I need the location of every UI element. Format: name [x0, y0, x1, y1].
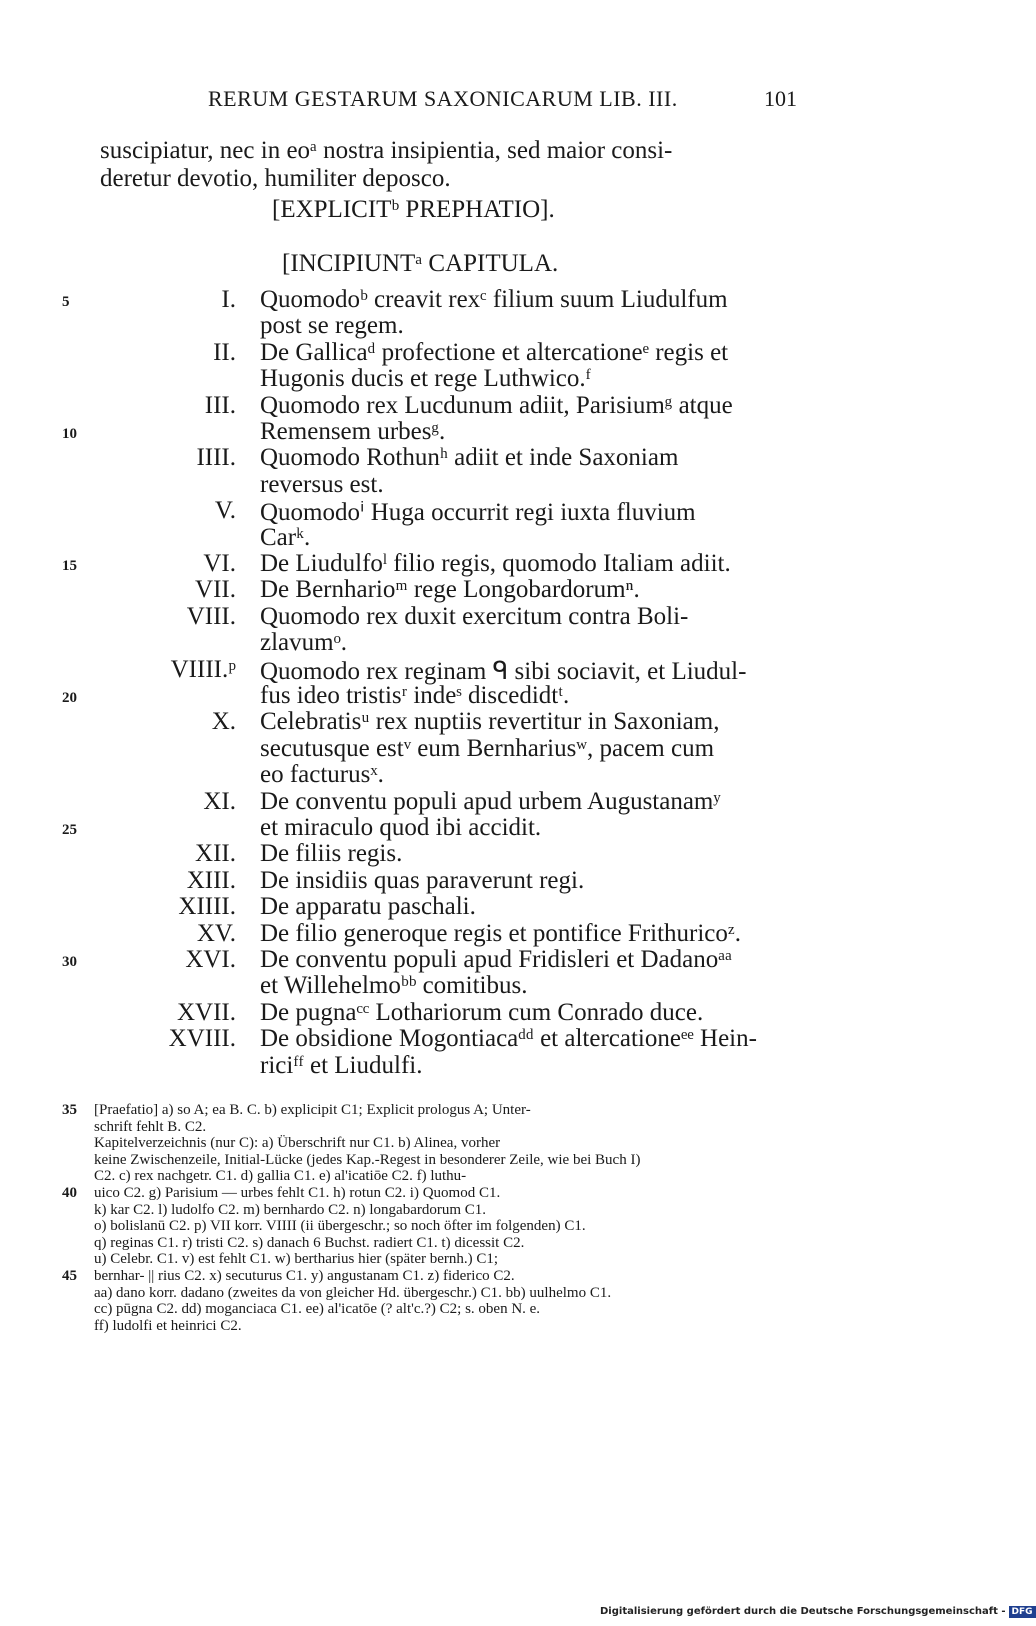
chapter-numeral: II. — [213, 338, 236, 366]
chapter-numeral: XII. — [195, 840, 236, 868]
chapter-title: et miraculo quod ibi accidit. — [260, 814, 542, 841]
footnote-line: k) kar C2. l) ludolfo C2. m) bernhardo C2. n) longabardorum C1. — [94, 1201, 487, 1218]
chapter-numeral: VIIII.ᵖ — [170, 655, 236, 683]
chapter-title: Quomodo Rothunʰ adiit et inde Saxoniam — [260, 444, 679, 472]
chapter-numeral: XVII. — [176, 998, 236, 1026]
chapter-title: De filiis regis. — [260, 840, 403, 868]
digitization-credit — [600, 1606, 1036, 1618]
line-number: 15 — [62, 558, 77, 574]
chapter-title: De pugnaᶜᶜ Lothariorum cum Conrado duce. — [260, 998, 704, 1026]
chapter-title: Quomodo rex reginam ᑫ sibi sociavit, et Liudul- — [260, 657, 747, 685]
note-line-number: 45 — [62, 1268, 77, 1284]
line-number: 30 — [62, 954, 77, 970]
footnote-line: cc) pūgna C2. dd) moganciaca C1. ee) al'icatōe (? alt'c.?) C2; s. oben N. e. — [94, 1301, 541, 1318]
line-number: 5 — [62, 294, 70, 310]
dfg-logo: DFG — [1009, 1606, 1036, 1618]
footnote-line: keine Zwischenzeile, Initial-Lücke (jedes Kap.-Regest in besonderer Zeile, wie bei Buch I) — [94, 1151, 641, 1168]
chapter-title: riciᶠᶠ et Liudulfi. — [260, 1051, 423, 1079]
chapter-numeral: XIIII. — [178, 893, 236, 921]
note-line-number: 40 — [62, 1185, 77, 1201]
chapter-title: De filio generoque regis et pontifice Frithuricoᶻ. — [260, 919, 742, 947]
credit-text: Digitalisierung gefördert durch die Deutsche Forschungsgemeinschaft - — [600, 1606, 1006, 1617]
footnote-line: aa) dano korr. dadano (zweites da von gleicher Hd. übergeschr.) C1. bb) uulhelmo C1. — [94, 1284, 612, 1301]
footnote-line: o) bolislanū C2. p) VII korr. VIIII (ii übergeschr.; so noch öfter im folgenden) C1. — [94, 1218, 586, 1235]
chapter-numeral: VI. — [203, 550, 236, 577]
intro-line-1: suscipiatur, nec in eoᵃ nostra insipientia, sed maior consi- — [100, 137, 673, 164]
page-number: 101 — [764, 86, 797, 111]
footnote-line: bernhar- || rius C2. x) secuturus C1. y) angustanam C1. z) fiderico C2. — [94, 1268, 515, 1284]
chapter-numeral: VIII. — [186, 602, 236, 630]
chapter-numeral: X. — [211, 708, 236, 736]
chapter-title: secutusque estᵛ eum Bernhariusʷ, pacem cum — [260, 734, 715, 762]
chapter-title: Celebratisᵘ rex nuptiis revertitur in Saxoniam, — [260, 708, 720, 736]
chapter-numeral: XI. — [203, 787, 236, 815]
chapter-title: Remensem urbesᵍ. — [260, 418, 446, 445]
chapter-numeral: VII. — [195, 576, 236, 604]
chapter-title: fus ideo tristisʳ indeˢ discedidtᵗ. — [260, 682, 570, 709]
chapter-title: Carᵏ. — [260, 523, 311, 551]
line-number: 25 — [62, 822, 77, 838]
footnote-line: [Praefatio] a) so A; ea B. C. b) explicipit C1; Explicit prologus A; Unter- — [94, 1102, 531, 1118]
chapter-title: De insidiis quas paraverunt regi. — [260, 866, 585, 894]
chapter-title: De obsidione Mogontiacaᵈᵈ et altercationeᵉᵉ Hein- — [260, 1025, 757, 1053]
footnote-line: schrift fehlt B. C2. — [94, 1118, 207, 1135]
chapter-numeral: V. — [214, 497, 236, 525]
footnote-line: Kapitelverzeichnis (nur C): a) Überschrift nur C1. b) Alinea, vorher — [94, 1135, 501, 1152]
chapter-title: reversus est. — [260, 470, 384, 498]
chapter-numeral: III. — [204, 391, 236, 419]
chapter-numeral: XVI. — [185, 946, 236, 973]
chapter-title: Quomodo rex duxit exercitum contra Boli- — [260, 602, 689, 630]
chapter-numeral: XVIII. — [168, 1025, 236, 1053]
chapter-title: eo facturusˣ. — [260, 761, 384, 789]
chapter-title: Quomodoⁱ Huga occurrit regi iuxta fluvium — [260, 499, 696, 527]
chapter-numeral: XV. — [196, 919, 236, 947]
chapter-title: zlavumᵒ. — [260, 629, 348, 657]
explicit-line: [EXPLICITᵇ PREPHATIO]. — [272, 196, 555, 223]
chapter-title: De conventu populi apud Fridisleri et Dadanoᵃᵃ — [260, 946, 732, 973]
note-line-number: 35 — [62, 1102, 77, 1118]
footnote-line: u) Celebr. C1. v) est fehlt C1. w) bertharius hier (später bernh.) C1; — [94, 1251, 499, 1268]
footnote-line: C2. c) rex nachgetr. C1. d) gallia C1. e) al'icatiōe C2. f) luthu- — [94, 1168, 467, 1185]
chapter-title: De Liudulfoˡ filio regis, quomodo Italiam adiit. — [260, 550, 731, 577]
chapter-title: post se regem. — [260, 312, 404, 340]
chapter-title: Hugonis ducis et rege Luthwico.ᶠ — [260, 365, 591, 393]
intro-line-2: deretur devotio, humiliter deposco. — [100, 165, 451, 192]
chapter-numeral: IIII. — [196, 444, 236, 472]
footnote-line: ff) ludolfi et heinrici C2. — [94, 1317, 242, 1334]
footnote-line: q) reginas C1. r) tristi C2. s) danach 6 Buchst. radiert C1. t) dicessit C2. — [94, 1234, 525, 1251]
chapter-title: De apparatu paschali. — [260, 893, 476, 921]
line-number: 20 — [62, 690, 77, 706]
capitula-heading: [INCIPIUNTᵃ CAPITULA. — [282, 250, 559, 277]
chapter-title: De Gallicaᵈ profectione et altercationeᵉ regis et — [260, 338, 729, 366]
chapter-title: De conventu populi apud urbem Augustanamʸ — [260, 787, 721, 815]
chapter-numeral: XIII. — [186, 866, 236, 894]
line-number: 10 — [62, 426, 77, 442]
chapter-title: et Willehelmoᵇᵇ comitibus. — [260, 972, 528, 1000]
chapter-title: De Bernharioᵐ rege Longobardorumⁿ. — [260, 576, 640, 604]
chapter-numeral: I. — [221, 286, 236, 313]
chapter-title: Quomodoᵇ creavit rexᶜ filium suum Liudulfum — [260, 286, 728, 313]
page-header — [0, 86, 1000, 116]
footnote-line: uico C2. g) Parisium — urbes fehlt C1. h) rotun C2. i) Quomod C1. — [94, 1185, 501, 1201]
chapter-title: Quomodo rex Lucdunum adiit, Parisiumᵍ atque — [260, 391, 733, 419]
running-title: RERUM GESTARUM SAXONICARUM LIB. III. — [208, 86, 678, 111]
